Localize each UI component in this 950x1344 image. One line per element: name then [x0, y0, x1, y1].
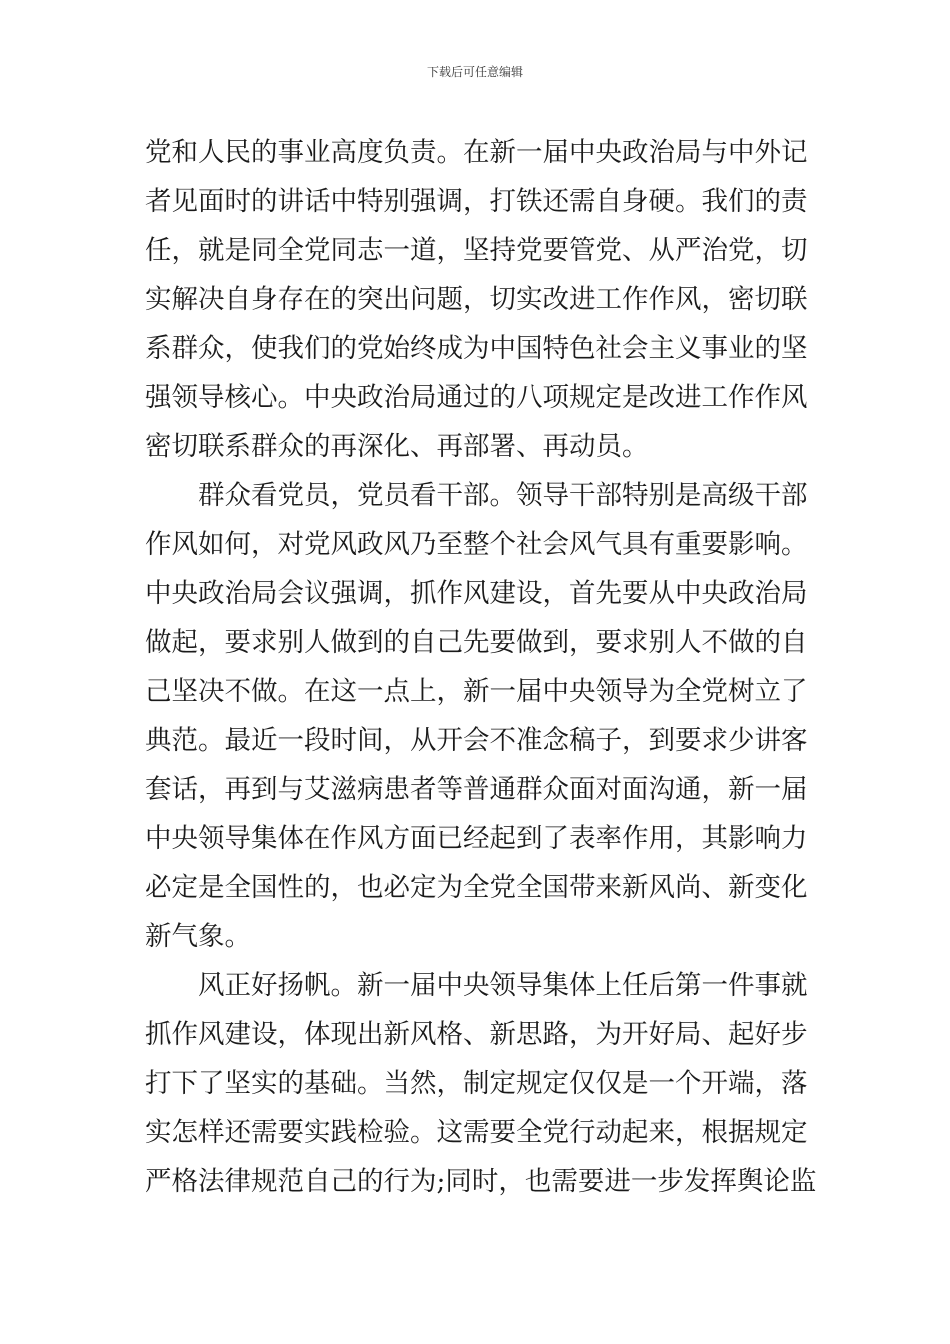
text-line: 实解决自身存在的突出问题，切实改进工作作风，密切联 — [145, 284, 808, 315]
paragraph-2 — [145, 471, 807, 961]
text-line: 党和人民的事业高度负责。在新一届中央政治局与中外记 — [145, 137, 808, 168]
text-line: 实怎样还需要实践检验。这需要全党行动起来，根据规定 — [145, 1117, 808, 1148]
page-header: 下载后可任意编辑 — [426, 65, 523, 79]
body-text — [145, 128, 817, 1206]
text-line: 风正好扬帆。新一届中央领导集体上任后第一件事就 — [198, 970, 808, 1001]
text-line: 作风如何，对党风政风乃至整个社会风气具有重要影响。 — [145, 529, 808, 560]
text-line: 套话，再到与艾滋病患者等普通群众面对面沟通，新一届 — [145, 774, 808, 805]
text-line: 做起，要求别人做到的自己先要做到，要求别人不做的自 — [145, 627, 808, 658]
text-line: 己坚决不做。在这一点上，新一届中央领导为全党树立了 — [145, 676, 808, 707]
text-line: 抓作风建设，体现出新风格、新思路，为开好局、起好步 — [145, 1019, 808, 1050]
text-line: 新气象。 — [145, 921, 251, 952]
text-line: 系群众，使我们的党始终成为中国特色社会主义事业的坚 — [145, 333, 808, 364]
text-line: 典范。最近一段时间，从开会不准念稿子，到要求少讲客 — [145, 725, 808, 756]
text-line: 强领导核心。中央政治局通过的八项规定是改进工作作风 — [145, 382, 808, 413]
text-line: 中央领导集体在作风方面已经起到了表率作用，其影响力 — [145, 823, 808, 854]
paragraph-3 — [145, 961, 817, 1206]
paragraph-1 — [145, 128, 807, 471]
text-line: 中央政治局会议强调，抓作风建设，首先要从中央政治局 — [145, 578, 808, 609]
text-line: 打下了坚实的基础。当然，制定规定仅仅是一个开端，落 — [145, 1068, 808, 1099]
text-line: 者见面时的讲话中特别强调，打铁还需自身硬。我们的责 — [145, 186, 808, 217]
text-line: 密切联系群众的再深化、再部署、再动员。 — [145, 431, 649, 462]
text-line: 必定是全国性的，也必定为全党全国带来新风尚、新变化 — [145, 872, 808, 903]
text-line: 群众看党员，党员看干部。领导干部特别是高级干部 — [198, 480, 808, 511]
text-line: 严格法律规范自己的行为;同时，也需要进一步发挥舆论监 — [145, 1166, 817, 1197]
text-line: 任，就是同全党同志一道，坚持党要管党、从严治党，切 — [145, 235, 808, 266]
